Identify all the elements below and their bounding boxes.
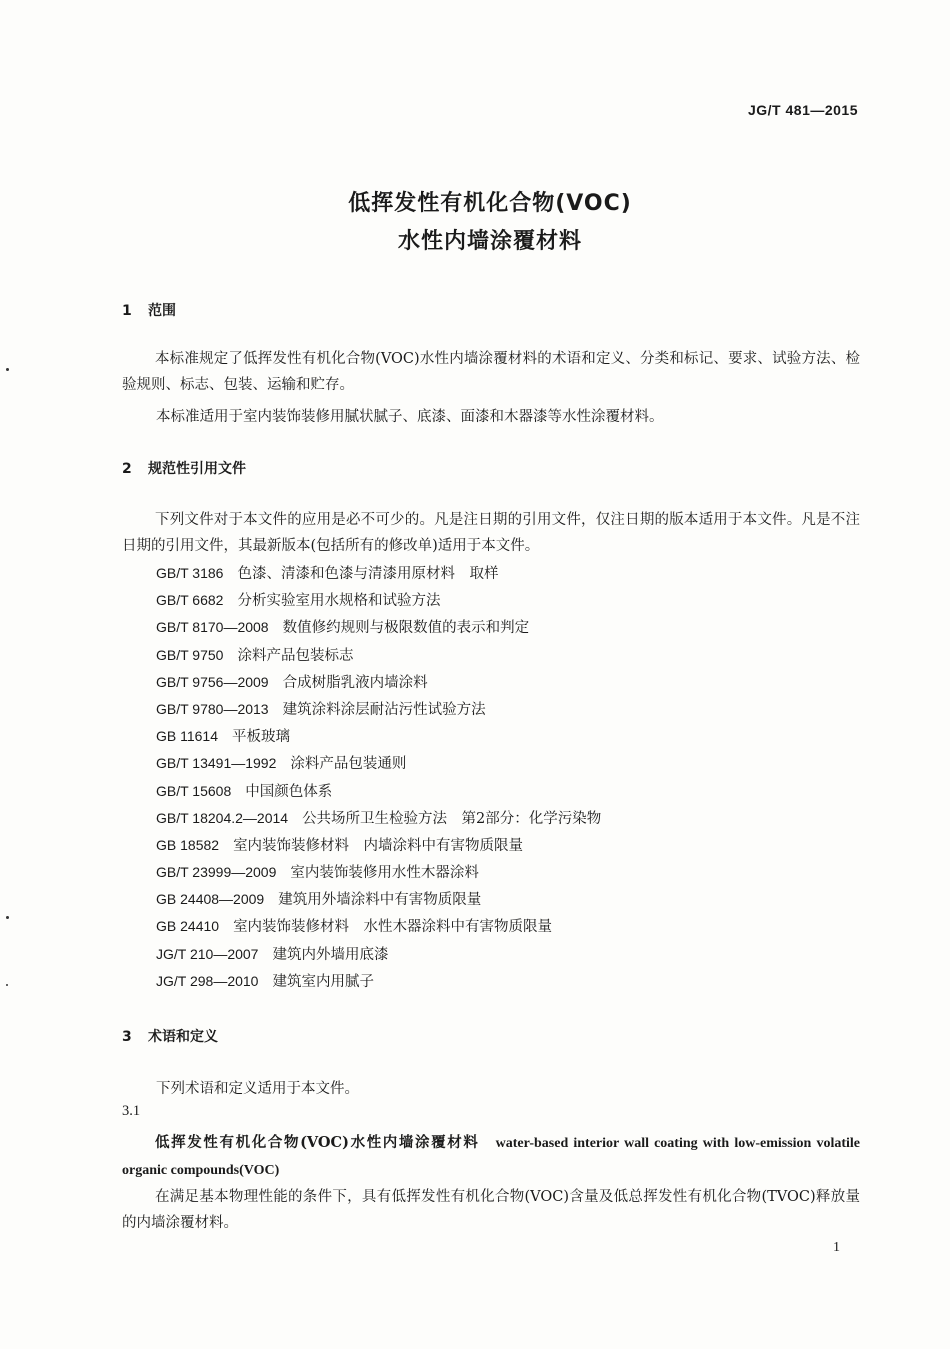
reference-item: GB/T 9756—2009 合成树脂乳液内墙涂料	[156, 673, 428, 691]
subsection-number: 3.1	[122, 1103, 141, 1119]
document-title-line1: 低挥发性有机化合物(VOC)	[348, 191, 632, 216]
section-1-paragraph-2: 本标准适用于室内装饰装修用膩状腻子、底漆、面漆和木器漆等水性涂覆材料。	[156, 409, 664, 425]
page-number: 1	[833, 1240, 840, 1255]
reference-item: GB/T 13491—1992 涂料产品包装通则	[156, 755, 407, 773]
reference-item: GB/T 23999—2009 室内装饰装修用水性木器涂料	[156, 864, 479, 882]
section-1-title: 范围	[148, 303, 176, 319]
reference-item: GB 18582 室内装饰装修材料 内墙涂料中有害物质限量	[156, 836, 524, 854]
reference-item: GB 24410 室内装饰装修材料 水性木器涂料中有害物质限量	[156, 918, 553, 936]
reference-item: GB/T 3186 色漆、清漆和色漆与清漆用原材料 取样	[156, 565, 499, 582]
reference-item: JG/T 298—2010 建筑室内用腻子	[156, 972, 374, 990]
section-1-paragraph-1: 本标准规定了低挥发性有机化合物(VOC)水性内墙涂覆材料的术语和定义、分类和标记、要求、试验方法、检验规则、标志、包装、运输和贮存。	[122, 351, 860, 393]
reference-item: GB 24408—2009 建筑用外墙涂料中有害物质限量	[156, 891, 482, 909]
reference-item: GB/T 6682 分析实验室用水规格和试验方法	[156, 592, 441, 610]
section-2-heading	[122, 458, 246, 478]
term-entry	[122, 1130, 860, 1184]
reference-item: GB/T 9780—2013 建筑涂料涂层耐沾污性试验方法	[156, 700, 486, 718]
section-3-intro: 下列术语和定义适用于本文件。	[156, 1081, 359, 1097]
term-chinese: 低挥发性有机化合物(VOC)水性内墙涂覆材料	[155, 1134, 480, 1151]
reference-item: GB 11614 平板玻璃	[156, 728, 291, 746]
section-1-heading	[122, 300, 176, 320]
reference-item: GB/T 9750 涂料产品包装标志	[156, 646, 354, 664]
term-english: water-based interior wall coating with low-emission volatile organic compounds(VOC)	[122, 1136, 860, 1178]
reference-item: GB/T 18204.2—2014 公共场所卫生检验方法 第2部分：化学污染物	[156, 809, 602, 827]
reference-item: JG/T 210—2007 建筑内外墙用底漆	[156, 945, 389, 963]
term-definition: 在满足基本物理性能的条件下，具有低挥发性有机化合物(VOC)含量及低总挥发性有机化合物(TVOC)释放量的内墙涂覆材料。	[122, 1189, 860, 1231]
scan-speck	[6, 984, 8, 986]
reference-item: GB/T 8170—2008 数值修约规则与极限数值的表示和判定	[156, 619, 530, 637]
section-3-title: 术语和定义	[148, 1029, 218, 1045]
section-2-title: 规范性引用文件	[148, 461, 246, 477]
section-1-number: 1	[122, 303, 132, 319]
reference-item: GB/T 15608 中国颜色体系	[156, 782, 333, 800]
scan-speck	[6, 368, 9, 371]
standard-code: JG/T 481—2015	[747, 102, 858, 118]
section-2-intro: 下列文件对于本文件的应用是必不可少的。凡是注日期的引用文件，仅注日期的版本适用于本文件。凡是不注日期的引用文件，其最新版本(包括所有的修改单)适用于本文件。	[122, 512, 860, 554]
section-3-heading	[122, 1026, 218, 1046]
section-2-number: 2	[122, 461, 132, 477]
normative-references-list	[156, 562, 601, 997]
document-title-line2: 水性内墙涂覆材料	[397, 229, 582, 254]
section-3-number: 3	[122, 1029, 132, 1045]
scan-speck	[6, 916, 9, 919]
